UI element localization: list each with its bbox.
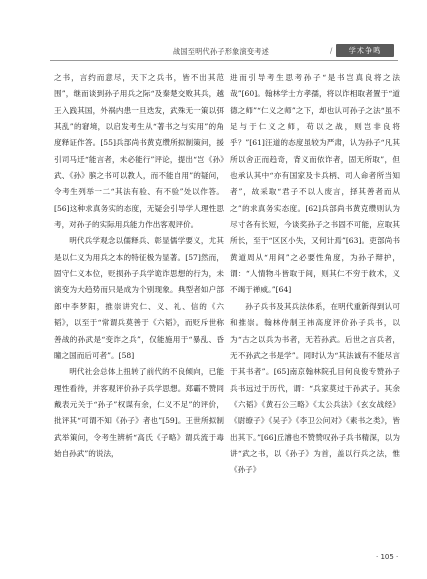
right-paragraph-2: 孙子兵书及其兵法体系，在明代重新得到认可和推崇。翰林侍制王祎高度评价孙子兵书，以为“古之以兵为书者，无若孙武。后世之言兵者，无不孙武之书是学”。同时认为“其法诚有不能尽言于其书者”。[65]南京翰林院孔目何良俊专赞孙子兵书远过于历代，谓：“兵家莫过于孙武子。其余《六韬》《黄石公三略》《太公兵法》《玄女战经》《尉缭子》《吴子》《李卫公问对》《素书之类》，皆出其下。”[66]丘濬也不赞赞叹孙子兵书精深，以为讲“武之书，以《孙子》为首，盖以行兵之法，惟《孙子》	[230, 301, 400, 475]
right-text-column	[230, 70, 400, 479]
left-paragraph-1: 之书，言约而意尽，天下之兵书，皆不出其范围”，继而谈到孙子用兵之际“及秦楚交败其兵，越王入践其国，外祸内患一旦迭发，武殊无一策以弭其乱”的窘境，以启发考生从“著书之与实用”的角度释证作答。[55]兵部尚书黄克缵所拟制策问，援引司马迁“能言者，未必能行”评论，提出“岂《孙》武、《孙》膑之书可以教人，而不能自用”的疑问，令考生列举一二“其法有验、有不验”处以作答。[56]这种求真务实的态度，无疑会引导学人理性思考，对孙子的实际用兵能力作出客观评价。	[54, 73, 224, 230]
left-paragraph-3: 明代社会总体上扭转了前代的不良倾向，已能理性看待，并客观评价孙子兵学思想。郑霸不赞同戴表元关于“孙子”权谋有余，仁义不足”的评价，批评其“可谓不知《孙子》者也”[59]。王世所拟制武举策问，令考生辨析“高氏《子略》谓兵流于毒始自孙武”的说法，	[54, 367, 224, 458]
running-header	[0, 0, 427, 64]
header-rule	[50, 60, 398, 61]
page-number: · 105 ·	[376, 553, 399, 561]
running-header-title: 战国至明代孙子形象演变考述	[173, 47, 270, 56]
right-paragraph-1: 进而引导考生思考孙子“是书岂真良将之法哉”[60]。翰林学士方孝孺，将以诈相取者置于“道德之师”“仁义之师”之下，却也认可孙子之法“虽不足与于仁义之师，苟以之战，则岂非良将乎？”[61]汪道的态度虽较为严肃，认为孙子“凡其所以舍正而趋奇，背义而依诈者，固无所取”，但也承认其中“亦有国家及卡兵柄、司人命者所当知者”，故采取“君子不以人废言，择其善者而从之”的求真务实态度。[62]兵部尚书黄克缵则认为尽寸各有长短，今谈奖孙子之书固不可能，应取其所长，至于“区区小失，又何计焉”[63]。吏部尚书黄道周从“用间”之必要性角度，为孙子辩护，谓：“人情物斗皆取于间，则其仁不穷于救术，义不竭于禅威。”[64]	[230, 73, 400, 295]
section-badge: 学术争鸣	[336, 44, 394, 57]
running-header-separator: /	[330, 47, 333, 55]
left-paragraph-2: 明代兵学观念以儒释兵、彰显儒学要义，尤其是以仁义为用兵之本的特征极为显著。[57]然而，固守仁义本位，贬损孙子兵学诡诈思想的行为，未演变为大趋势而只是成为个别现象。典型者如户部郎中李梦阳，推崇讲究仁、义、礼、信的《六韬》，以至于“常谓兵莫善于《六韬》，而贬斥世称善战的孙武是“变诈之兵”，仅能施用于“暴乱、昏瞳之国而后可者”。[58]	[54, 236, 224, 360]
left-text-column	[54, 70, 224, 462]
